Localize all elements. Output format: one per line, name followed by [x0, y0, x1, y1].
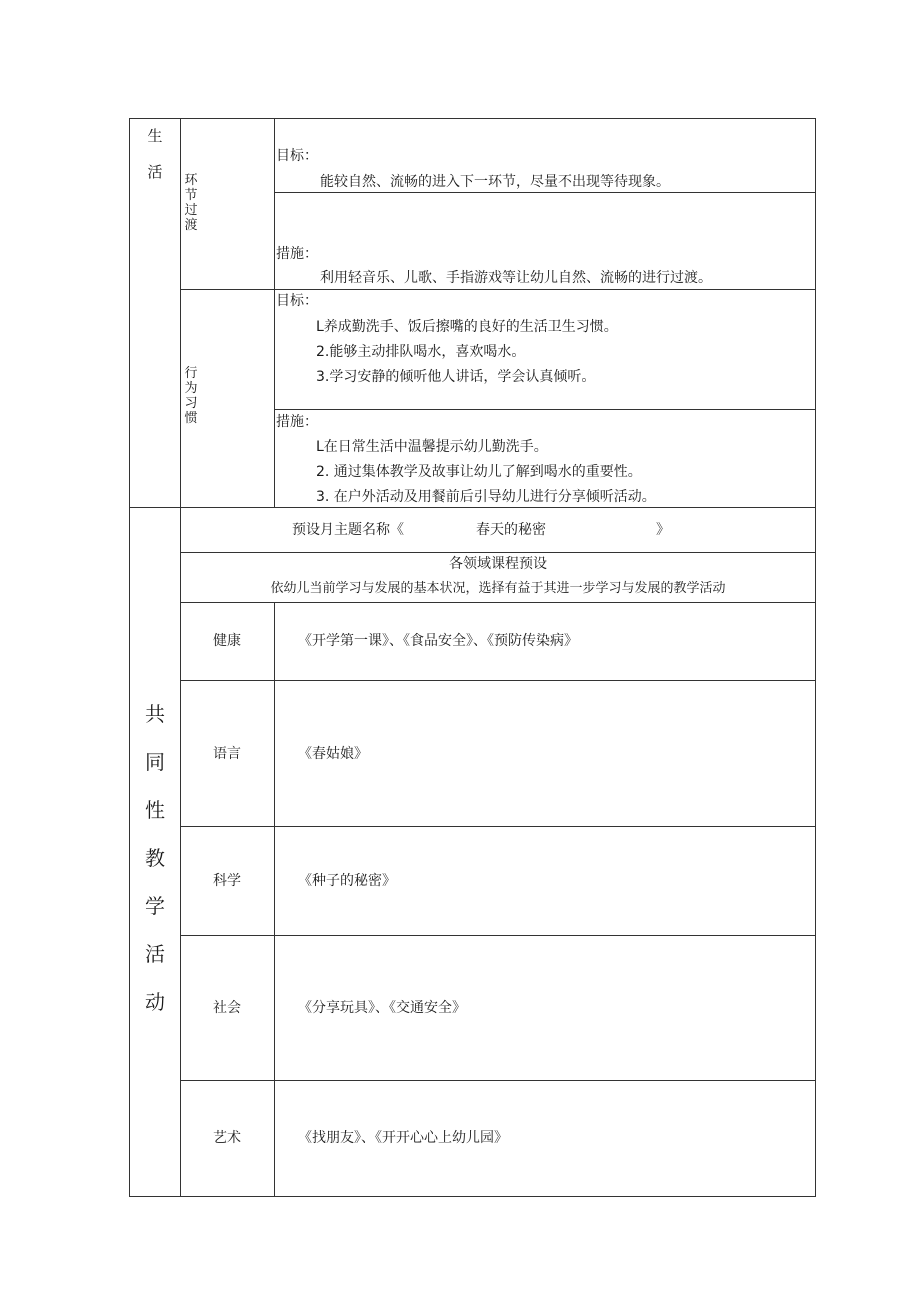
transition-measure-text: 利用轻音乐、儿歌、手指游戏等让幼儿自然、流畅的进行过渡。	[320, 270, 712, 286]
table-border-bottom	[129, 1196, 816, 1197]
transition-label: 环节过渡	[184, 173, 198, 233]
domain-activities-science: 《种子的秘密》	[298, 873, 396, 889]
divider-label-column-life	[274, 118, 275, 507]
divider-social-art	[180, 1080, 816, 1081]
divider-language-science	[180, 826, 816, 827]
divider-health-language	[180, 680, 816, 681]
domain-name-health: 健康	[213, 633, 241, 649]
life-category-label: 生活	[147, 127, 163, 181]
habits-goal-2: 2.能够主动排队喝水，喜欢喝水。	[316, 344, 526, 360]
divider-category-column	[180, 118, 181, 1197]
divider-curriculum-domains	[180, 602, 816, 603]
table-border-top	[129, 118, 816, 119]
habits-measure-3: 3. 在户外活动及用餐前后引导幼儿进行分享倾听活动。	[316, 489, 656, 505]
common-category-label: 共同性教学活动	[145, 702, 165, 1014]
domain-name-art: 艺术	[213, 1130, 241, 1146]
domain-activities-health: 《开学第一课》、《食品安全》、《预防传染病》	[298, 633, 578, 649]
divider-transition-goal-measure	[274, 192, 816, 193]
habits-label: 行为习惯	[184, 366, 198, 426]
divider-habits-goal-measure	[274, 409, 816, 410]
divider-label-column-domains	[274, 602, 275, 1197]
domain-activities-language: 《春姑娘》	[298, 746, 368, 762]
divider-life-common	[129, 507, 816, 508]
transition-goal-text: 能较自然、流畅的进入下一环节，尽量不出现等待现象。	[320, 174, 670, 190]
domain-activities-art: 《找朋友》、《开开心心上幼儿园》	[298, 1130, 508, 1146]
table-border-right	[815, 118, 816, 1197]
domain-name-social: 社会	[213, 1000, 241, 1016]
habits-goal-3: 3.学习安静的倾听他人讲话，学会认真倾听。	[316, 369, 596, 385]
divider-theme-curriculum	[180, 552, 816, 553]
theme-title	[292, 520, 670, 540]
theme-suffix: 》	[656, 522, 670, 538]
curriculum-title: 各领域课程预设	[449, 556, 547, 572]
divider-science-social	[180, 935, 816, 936]
habits-goal-1: L养成勤洗手、饭后擦嘴的良好的生活卫生习惯。	[316, 319, 618, 335]
domain-name-language: 语言	[213, 746, 241, 762]
transition-measure-label: 措施：	[276, 246, 318, 262]
divider-transition-habits	[180, 289, 816, 290]
table-border-left	[129, 118, 130, 1197]
theme-name: 春天的秘密	[476, 522, 546, 538]
domain-activities-social: 《分享玩具》、《交通安全》	[298, 1000, 466, 1016]
habits-goal-label: 目标：	[276, 293, 318, 309]
habits-measure-2: 2. 通过集体教学及故事让幼儿了解到喝水的重要性。	[316, 464, 642, 480]
transition-goal-label: 目标：	[276, 148, 318, 164]
curriculum-description: 依幼儿当前学习与发展的基本状况，选择有益于其进一步学习与发展的教学活动	[270, 581, 726, 596]
habits-measure-1: L在日常生活中温馨提示幼儿勤洗手。	[316, 439, 548, 455]
domain-name-science: 科学	[213, 873, 241, 889]
theme-prefix: 预设月主题名称《	[292, 522, 404, 538]
habits-measure-label: 措施：	[276, 414, 318, 430]
